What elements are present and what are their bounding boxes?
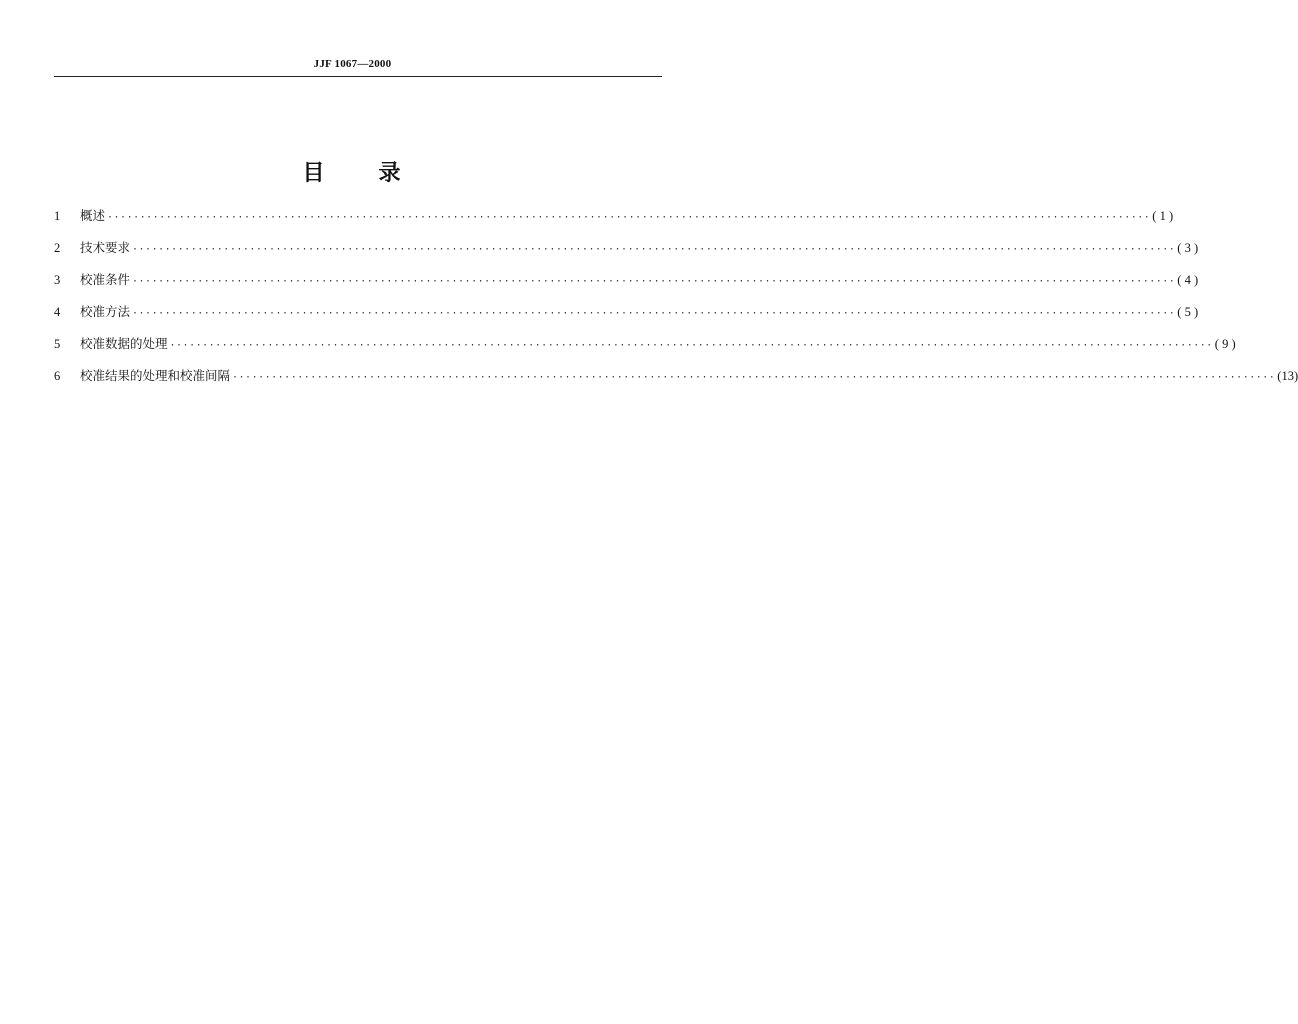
toc-item-title: 技术要求 [80,240,131,255]
toc-item-number: 1 [54,209,61,223]
toc-item-number: 2 [54,241,61,255]
toc-item[interactable] [54,304,1199,336]
table-of-contents [54,208,1298,400]
toc-item-page: ( 4 ) [1177,273,1199,287]
toc-item-number: 6 [54,369,61,383]
toc-item-title: 校准条件 [80,272,131,287]
toc-item[interactable] [54,240,1199,272]
title-char-2: 录 [378,161,403,186]
toc-item-number: 5 [54,337,61,351]
toc-leader-dots: ································································································································································ [232,372,1276,383]
toc-leader-dots: ································································································································································ [132,244,1176,255]
toc-item-title: 校准数据的处理 [80,336,168,351]
toc-leader-dots: ································································································································································ [169,340,1213,351]
toc-item-page: ( 9 ) [1214,337,1236,351]
toc-leader-dots: ································································································································································ [132,276,1176,287]
toc-item-page: (13) [1277,369,1298,383]
toc-item[interactable] [54,208,1174,240]
title-char-1: 目 [302,161,327,186]
toc-item-page: ( 1 ) [1152,209,1174,223]
toc-leader-dots: ································································································································································ [132,308,1176,319]
toc-item-title: 校准方法 [80,304,131,319]
toc-item-page: ( 5 ) [1177,305,1199,319]
toc-item-title: 概述 [80,208,106,223]
toc-item[interactable] [54,336,1236,368]
header-rule [54,76,662,77]
toc-leader-dots: ································································································································································ [107,212,1151,223]
toc-item[interactable] [54,272,1199,304]
page-title [0,156,705,187]
toc-item-page: ( 3 ) [1177,241,1199,255]
document-code-header: JJF 1067—2000 [313,58,392,70]
toc-item-number: 4 [54,305,61,319]
toc-item[interactable] [54,368,1298,400]
toc-item-number: 3 [54,273,61,287]
toc-item-title: 校准结果的处理和校准间隔 [80,368,231,383]
